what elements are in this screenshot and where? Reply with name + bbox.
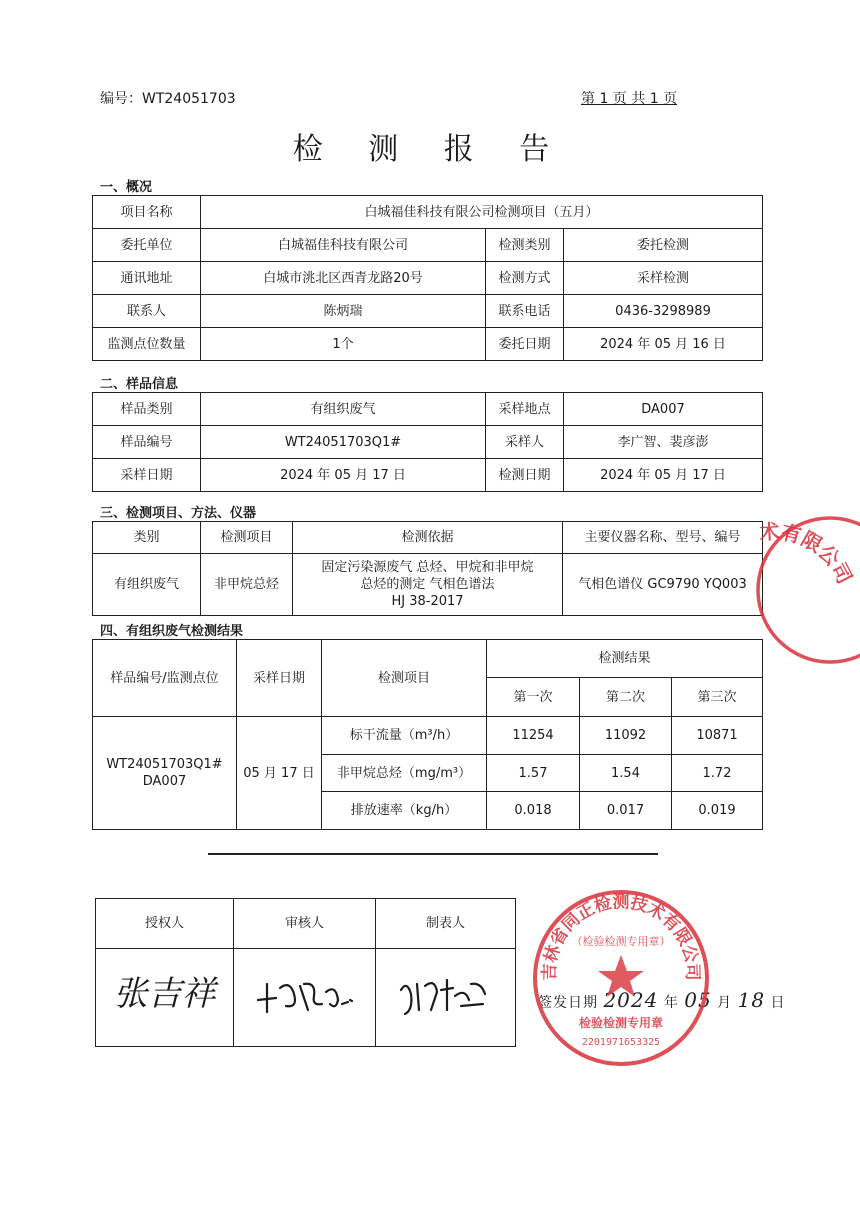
authorizer-signature-text: 张吉祥: [113, 973, 216, 1014]
category-label: 检测类别: [486, 229, 564, 262]
results-header-sample: 样品编号/监测点位: [93, 640, 237, 717]
method-item: 非甲烷总烃: [201, 554, 293, 616]
section-results-heading: 四、有组织废气检测结果: [100, 624, 244, 639]
page-indicator: 第 1 页 共 1 页: [581, 91, 678, 107]
category-value: 委托检测: [564, 229, 763, 262]
section-overview-heading: 一、概况: [100, 180, 153, 195]
site-value: DA007: [564, 393, 763, 426]
issue-date-label: 签发日期: [538, 995, 598, 1011]
results-value: 0.018: [487, 792, 580, 830]
issue-month-sep: 月: [717, 995, 733, 1011]
test-date-label: 检测日期: [486, 459, 564, 492]
contact-value: 陈炳瑞: [201, 295, 486, 328]
method-header-instrument: 主要仪器名称、型号、编号: [563, 522, 763, 554]
method-table: [92, 521, 763, 616]
entrust-date-label: 委托日期: [486, 328, 564, 361]
end-rule: [208, 853, 658, 855]
results-sample: [93, 717, 237, 830]
results-sample-site: DA007: [142, 774, 187, 789]
results-header-run-1: 第一次: [487, 678, 580, 717]
issue-year-sep: 年: [663, 995, 679, 1011]
results-value: 1.72: [672, 755, 763, 792]
preparer-signature: [376, 949, 516, 1047]
results-date: 05 月 17 日: [237, 717, 322, 830]
report-number: 编号：WT24051703: [100, 91, 236, 107]
issue-year: 2024: [603, 988, 659, 1012]
method-label: 检测方式: [486, 262, 564, 295]
sampler-value: 李广智、裴彦澎: [564, 426, 763, 459]
phone-value: 0436-3298989: [564, 295, 763, 328]
results-header-date: 采样日期: [237, 640, 322, 717]
results-header-result: 检测结果: [487, 640, 763, 678]
method-instrument: 气相色谱仪 GC9790 YQ003: [563, 554, 763, 616]
results-header-run-3: 第三次: [672, 678, 763, 717]
sample-type-label: 样品类别: [93, 393, 201, 426]
method-basis-line: 固定污染源废气 总烃、甲烷和非甲烷: [321, 560, 534, 575]
points-label: 监测点位数量: [93, 328, 201, 361]
results-value: 11254: [487, 717, 580, 755]
method-category: 有组织废气: [93, 554, 201, 616]
method-header-category: 类别: [93, 522, 201, 554]
method-basis-line: 总烃的测定 气相色谱法: [360, 577, 495, 592]
reviewer-signature: [234, 949, 376, 1047]
test-date-value: 2024 年 05 月 17 日: [564, 459, 763, 492]
stamp-bottom: 检验检测专用章: [578, 1016, 664, 1030]
address-label: 通讯地址: [93, 262, 201, 295]
client-value: 白城福佳科技有限公司: [201, 229, 486, 262]
stamp-sub: （检验检测专用章）: [571, 935, 671, 948]
client-label: 委托单位: [93, 229, 201, 262]
svg-text:术有限公司: [758, 519, 857, 587]
sampling-date-label: 采样日期: [93, 459, 201, 492]
section-method-heading: 三、检测项目、方法、仪器: [100, 506, 257, 521]
entrust-date-value: 2024 年 05 月 16 日: [564, 328, 763, 361]
sampler-label: 采样人: [486, 426, 564, 459]
results-value: 0.017: [580, 792, 672, 830]
points-value: 1个: [201, 328, 486, 361]
results-item: 标干流量（m³/h）: [322, 717, 487, 755]
phone-label: 联系电话: [486, 295, 564, 328]
section-sample-heading: 二、样品信息: [100, 377, 179, 392]
signature-table: [95, 898, 516, 1047]
results-table: [92, 639, 763, 830]
results-value: 10871: [672, 717, 763, 755]
star-icon: [598, 955, 644, 997]
method-header-basis: 检测依据: [293, 522, 563, 554]
preparer-label: 制表人: [376, 899, 516, 949]
preparer-signature-scribble: [391, 970, 501, 1020]
side-stamp: [750, 510, 860, 670]
reviewer-label: 审核人: [234, 899, 376, 949]
table-row: [93, 717, 763, 755]
site-label: 采样地点: [486, 393, 564, 426]
stamp-text: 吉林省同正检测技术有限公司: [539, 892, 703, 981]
method-value: 采样检测: [564, 262, 763, 295]
side-stamp-text: 术有限公司: [758, 519, 858, 588]
results-sample-no: WT24051703Q1#: [106, 757, 223, 772]
reviewer-signature-scribble: [250, 970, 360, 1020]
address-value: 白城市洮北区西青龙路20号: [201, 262, 486, 295]
contact-label: 联系人: [93, 295, 201, 328]
results-value: 1.54: [580, 755, 672, 792]
authorizer-label: 授权人: [96, 899, 234, 949]
method-basis: [293, 554, 563, 616]
overview-table: [92, 195, 763, 361]
project-value: 白城福佳科技有限公司检测项目（五月）: [201, 196, 763, 229]
sample-no-label: 样品编号: [93, 426, 201, 459]
official-stamp: [528, 885, 714, 1071]
results-header-item: 检测项目: [322, 640, 487, 717]
method-header-item: 检测项目: [201, 522, 293, 554]
sampling-date-value: 2024 年 05 月 17 日: [201, 459, 486, 492]
project-label: 项目名称: [93, 196, 201, 229]
sample-no-value: WT24051703Q1#: [201, 426, 486, 459]
issue-day: 18: [737, 988, 766, 1012]
results-item: 非甲烷总烃（mg/m³）: [322, 755, 487, 792]
issue-month: 05: [684, 988, 712, 1012]
method-basis-line: HJ 38-2017: [391, 594, 464, 609]
sample-type-value: 有组织废气: [201, 393, 486, 426]
stamp-code: 2201971653325: [581, 1037, 661, 1048]
authorizer-signature: [96, 949, 234, 1047]
results-value: 11092: [580, 717, 672, 755]
results-item: 排放速率（kg/h）: [322, 792, 487, 830]
sample-table: [92, 392, 763, 492]
issue-day-sep: 日: [770, 995, 786, 1011]
results-value: 1.57: [487, 755, 580, 792]
page-title: 检 测 报 告: [292, 132, 568, 167]
results-header-run-2: 第二次: [580, 678, 672, 717]
results-value: 0.019: [672, 792, 763, 830]
